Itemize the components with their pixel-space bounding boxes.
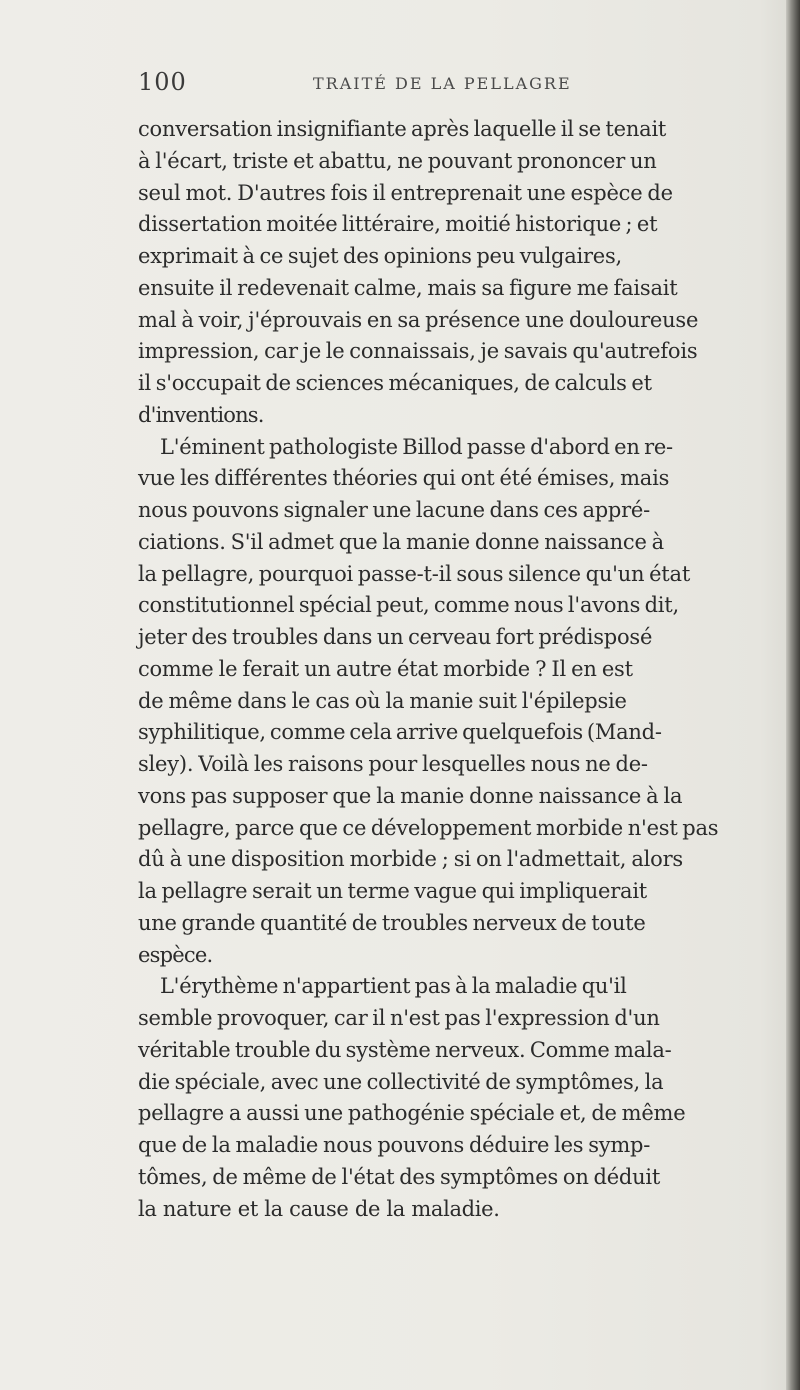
text-line: ensuite il redevenait calme, mais sa figure me faisait [138,275,678,300]
text-line: pellagre a aussi une pathogénie spéciale et, de même [138,1101,686,1126]
text-line: constitutionnel spécial peut, comme nous l'avons dit, [138,593,679,618]
text-line: sley). Voilà les raisons pour lesquelles nous ne de- [138,752,648,776]
page-number: 100 [138,68,187,96]
body-text [138,114,798,1225]
text-line: de même dans le cas où la manie suit l'épilepsie [138,688,627,713]
text-line: vue les différentes théories qui ont été émises, mais [138,466,670,491]
text-line: comme le ferait un autre état morbide ? Il en est [138,656,633,681]
text-line: syphilitique, comme cela arrive quelquefois (Mand- [138,720,662,745]
text-line: que de la maladie nous pouvons déduire les symp- [138,1133,651,1157]
text-line: conversation insignifiante après laquelle il se tenait [138,117,667,141]
text-line: la pellagre, pourquoi passe-t-il sous silence qu'un état [138,561,691,586]
text-line: vons pas supposer que la manie donne naissance à la [138,783,683,808]
text-line: exprimait à ce sujet des opinions peu vulgaires, [138,244,622,268]
text-line: L'éminent pathologiste Billod passe d'abord en re- [160,434,673,459]
text-line: ciations. S'il admet que la manie donne naissance à [138,529,664,554]
text-line: la pellagre serait un terme vague qui impliquerait [138,879,647,903]
text-line: nous pouvons signaler une lacune dans ces appré- [138,498,650,522]
text-line: semble provoquer, car il n'est pas l'expression d'un [138,1006,660,1030]
text-line: dû à une disposition morbide ; si on l'admettait, alors [138,847,683,872]
text-line: L'érythème n'appartient pas à la maladie qu'il [160,974,627,999]
text-line: jeter des troubles dans un cerveau fort prédisposé [138,625,653,649]
text-line: mal à voir, j'éprouvais en sa présence une douloureuse [138,307,699,332]
text-line: seul mot. D'autres fois il entreprenait une espèce de [138,180,673,205]
text-line: d'inventions. [138,402,264,427]
text-line: à l'écart, triste et abattu, ne pouvant prononcer un [138,148,657,173]
text-line: pellagre, parce que ce développement morbide n'est pas [138,815,719,840]
text-line: il s'occupait de sciences mécaniques, de calculs et [138,371,652,395]
text-line: tômes, de même de l'état des symptômes on déduit [138,1164,661,1189]
text-line: véritable trouble du système nerveux. Comme mala- [138,1037,672,1062]
running-title: TRAITÉ DE LA PELLAGRE [313,74,572,93]
page-edge-shadow [786,0,800,1390]
text-line: espèce. [138,942,213,967]
text-line: dissertation moitée littéraire, moitié historique ; et [138,212,658,237]
text-line: die spéciale, avec une collectivité de symptômes, la [138,1069,664,1094]
page-header [138,68,658,98]
text-line: une grande quantité de troubles nerveux de toute [138,910,646,935]
text-line: impression, car je le connaissais, je savais qu'autrefois [138,339,698,364]
text-line: la nature et la cause de la maladie. [138,1196,500,1221]
